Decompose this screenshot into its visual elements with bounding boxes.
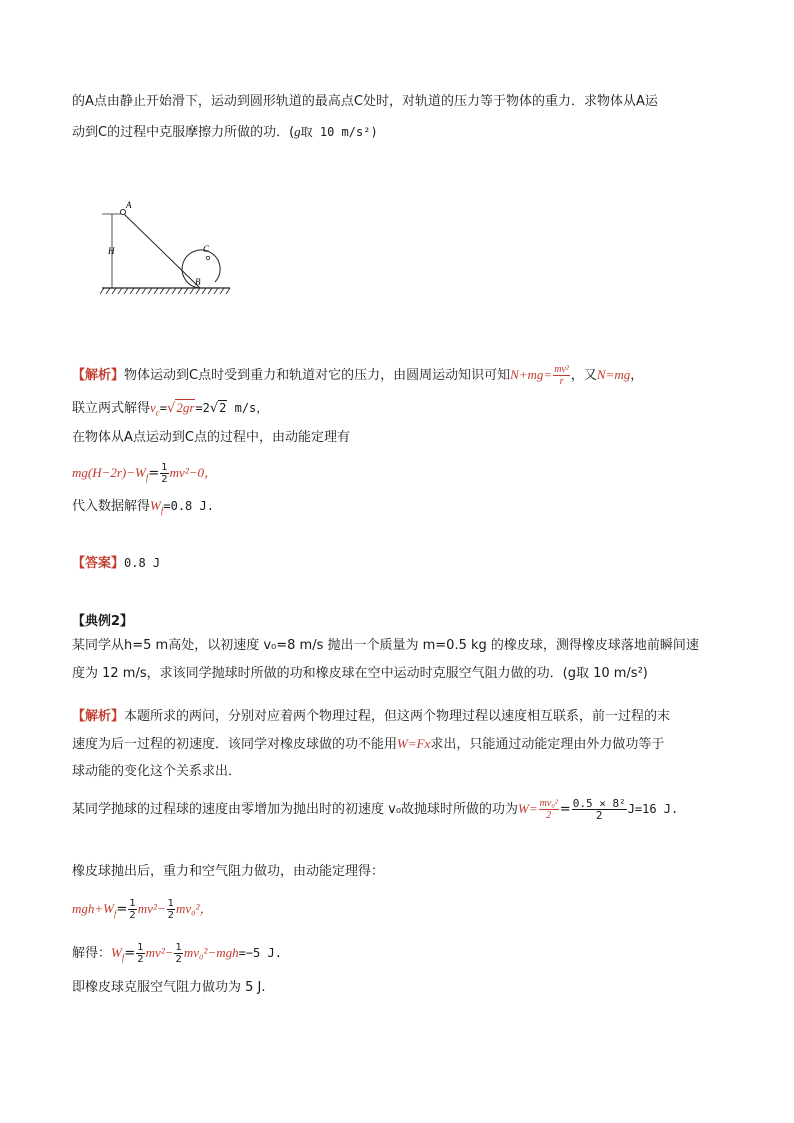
- equation: W=Fx: [397, 736, 431, 751]
- equation: mv²−: [137, 901, 166, 916]
- incline: [124, 214, 200, 288]
- fraction-denominator: 2: [161, 474, 168, 485]
- fraction-numerator: mv²: [554, 364, 569, 375]
- fraction-denominator: 2: [129, 910, 136, 921]
- example2-title: 【典例2】: [72, 614, 134, 629]
- label-c: C: [203, 244, 210, 254]
- answer1: [72, 553, 160, 574]
- solution2-line-4: [72, 798, 678, 821]
- equation: mv₀²，: [176, 901, 213, 916]
- ground-hatching: [100, 288, 230, 294]
- solution-text: 解得：: [72, 946, 112, 961]
- equals: =: [559, 802, 571, 817]
- solution-text: ，又: [570, 368, 597, 383]
- equation: N+mg=: [510, 367, 553, 382]
- incline-loop-diagram: [96, 196, 236, 298]
- sqrt-content: 2gr: [176, 400, 195, 415]
- example2-line-2: 度为 12 m/s，求该同学抛球时所做的功和橡皮球在空中运动时克服空气阻力做的功．(g取 10 m/s²): [72, 666, 648, 681]
- g-value: 取 10 m/s²): [300, 125, 378, 139]
- sqrt-symbol: √: [209, 401, 219, 416]
- g-symbol: g: [294, 124, 301, 139]
- subscript: f: [145, 472, 149, 483]
- fraction-numerator: 1: [129, 898, 136, 909]
- fraction: [160, 462, 168, 485]
- solution-text: 速度为后一过程的初速度．该同学对橡皮球做的功不能用: [72, 737, 398, 752]
- label-h: H: [108, 246, 115, 256]
- sqrt-symbol: √: [167, 401, 176, 416]
- fraction-numerator: 1: [161, 462, 168, 473]
- solution2-line-8: 即橡皮球克服空气阻力做功为 5 J.: [72, 980, 266, 995]
- equation: mv²−0，: [169, 465, 218, 480]
- fraction-denominator: 2: [167, 910, 174, 921]
- fraction: [136, 942, 144, 965]
- label-a: A: [126, 200, 132, 210]
- sqrt-content: 2: [219, 401, 227, 415]
- fraction: [539, 798, 559, 821]
- equation: W=: [518, 801, 538, 816]
- solution-text: 某同学抛球的过程球的速度由零增加为抛出时的初速度 v₀故抛球时所做的功为: [72, 802, 519, 817]
- example2-line-1: 某同学从h=5 m高处，以初速度 v₀=8 m/s 抛出一个质量为 m=0.5 kg 的橡皮球，测得橡皮球落地前瞬间速: [72, 638, 699, 653]
- fraction: [167, 898, 175, 921]
- solution2-line-2: [72, 734, 664, 755]
- analysis-tag: 【解析】: [72, 368, 125, 383]
- problem-text-line-2: [72, 122, 378, 143]
- result: J=16 J.: [627, 802, 679, 816]
- equation: mg(H−2r)−W: [72, 465, 146, 480]
- solution2-line-6: [72, 898, 213, 924]
- fraction-denominator: 2: [175, 954, 182, 965]
- equation: mgh+W: [72, 901, 114, 916]
- solution-text: 联立两式解得: [72, 401, 151, 416]
- subscript: f: [114, 908, 117, 919]
- answer-tag: 【答案】: [72, 556, 125, 571]
- result: =−5 J.: [238, 946, 282, 960]
- solution1-line-3: 在物体从A点运动到C点的过程中，由动能定理有: [72, 430, 350, 445]
- solution1-line-4: [72, 462, 217, 488]
- fraction-numerator: 1: [175, 942, 182, 953]
- label-b: B: [195, 277, 201, 287]
- solution-text: 代入数据解得: [72, 499, 151, 514]
- unit: m/s，: [227, 401, 269, 415]
- solution2-line-5: 橡皮球抛出后，重力和空气阻力做功，由动能定理得：: [72, 864, 385, 879]
- work-symbol: W: [150, 498, 161, 513]
- fraction: [174, 942, 182, 965]
- analysis-tag: 【解析】: [72, 709, 125, 724]
- equation: mv₀²−mgh: [183, 945, 239, 960]
- solution2-line-3: 球动能的变化这个关系求出．: [72, 764, 242, 779]
- fraction-numerator: 1: [137, 942, 144, 953]
- fraction: [572, 798, 627, 821]
- velocity-symbol: v: [150, 400, 156, 415]
- solution-text: 物体运动到C点时受到重力和轨道对它的压力，由圆周运动知识可知: [124, 368, 511, 383]
- equation: =2: [195, 401, 210, 415]
- point-c-marker: [206, 256, 209, 259]
- fraction-numerator: mv₀²: [539, 798, 558, 809]
- problem-text-line-1: 的A点由静止开始滑下，运动到圆形轨道的最高点C处时，对轨道的压力等于物体的重力．求物体从A运: [72, 94, 658, 109]
- object-ball: [120, 209, 125, 214]
- fraction-denominator: 2: [595, 809, 603, 822]
- fraction-numerator: 1: [167, 898, 174, 909]
- fraction-denominator: 2: [546, 810, 552, 821]
- equals: =: [148, 466, 160, 481]
- solution1-line-5: [72, 496, 214, 521]
- equals: =: [116, 902, 128, 917]
- result: =0.8 J.: [163, 499, 214, 513]
- problem-text: 动到C的过程中克服摩擦力所做的功．(: [72, 125, 295, 140]
- fraction-denominator: r: [559, 376, 564, 387]
- solution-text: 本题所求的两问，分别对应着两个物理过程，但这两个物理过程以速度相互联系，前一过程的末: [124, 709, 671, 724]
- equation: mv²−: [145, 945, 174, 960]
- solution2-line-7: [72, 942, 282, 968]
- equals: =: [124, 946, 136, 961]
- velocity-subscript: c: [155, 407, 160, 418]
- answer-value: 0.8 J: [124, 556, 161, 570]
- equation: N=mg: [596, 367, 631, 382]
- work-symbol: W: [111, 945, 122, 960]
- fraction: [553, 364, 570, 387]
- equals: =: [159, 401, 168, 415]
- fraction-denominator: 2: [137, 954, 144, 965]
- fraction: [128, 898, 136, 921]
- solution-text: ，: [630, 368, 644, 383]
- subscript: f: [160, 505, 164, 516]
- fraction-numerator: 0.5 × 8²: [572, 797, 626, 810]
- solution1-line-1: [72, 364, 643, 387]
- solution-text: 求出，只能通过动能定理由外力做功等于: [430, 737, 665, 752]
- solution2-line-1: [72, 707, 670, 727]
- subscript: f: [121, 952, 125, 963]
- circular-track: [182, 250, 220, 288]
- solution1-line-2: [72, 398, 268, 423]
